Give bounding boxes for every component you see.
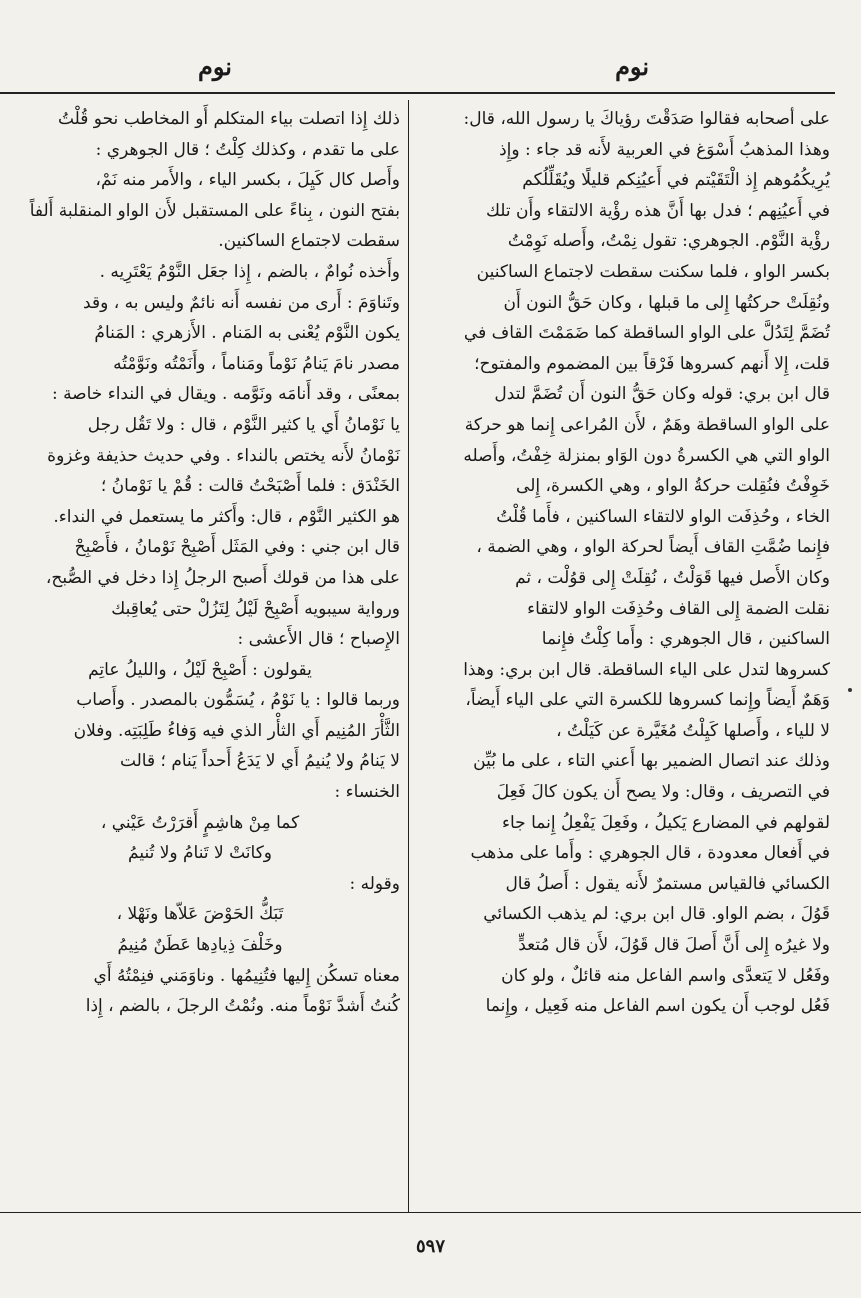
text-line: وربما قالوا : يا نَوْمُ ، يُسَمُّون بالمصدر . وأَصاب — [76, 690, 400, 711]
column-divider — [408, 100, 409, 1212]
text-line: ورواية سيبويه أَصْبِحْ لَيْلُ لِتَزُلْ حتى يُعاقِبك — [111, 598, 400, 619]
right-column — [418, 104, 830, 1022]
text-line: وأَصل كال كَيِلَ ، بكسر الياء ، والأَمر منه نَمْ، — [95, 170, 400, 191]
text-line: الخَنْدَق : فلما أَصْبَحْتُ قالت : قُمْ يا نَوْمانُ ؛ — [100, 476, 400, 497]
verse-line: وكانَتْ لا تَنامُ ولا تُنيمُ — [128, 843, 272, 864]
text-line: قال ابن بري: قوله وكان حَقُّ النون أَن تُضَمَّ لتدل — [494, 384, 830, 405]
text-line: الخاء ، وحُذِفَت الواو لالتقاء الساكنين ، فأَما قُلْتُ — [496, 506, 830, 527]
header-rule — [0, 92, 835, 94]
text-line: يكون النَّوْم يُعْنى به المَنام . الأَزهري : المَنامُ — [94, 323, 400, 344]
text-line: الخنساء : — [334, 782, 400, 803]
text-line: على ما تقدم ، وكذلك كِلْتُ ؛ قال الجوهري : — [95, 139, 400, 160]
header-word-left: نوم — [198, 52, 232, 81]
text-line: خَوِفْتُ فنُقِلت حركةُ الواو ، وهي الكسرة، إِلى — [516, 476, 830, 497]
verse-line: تَبَكُّ الحَوْضَ عَلاّها ونَهْلا ، — [116, 904, 284, 925]
verse-line: وخَلْفَ ذِيادِها عَطَنٌ مُنِيمُ — [117, 935, 283, 956]
verse-line: كما مِنْ هاشِمٍ أَقرَرْتُ عَيْني ، — [100, 812, 300, 833]
text-line: في أَفعال معدودة ، قال الجوهري : وأَما على مذهب — [470, 843, 830, 864]
text-line: في أَعيُنِهم ؛ فدل بها أَنَّ هذه رؤْية الالتقاء وأَن تلك — [485, 200, 830, 221]
text-line: الإِصباح ؛ قال الأَعشى : — [237, 629, 400, 650]
text-line: نقلت الضمة إِلى القاف وحُذِفَت الواو لالتقاء — [527, 598, 830, 619]
footer-rule — [0, 1212, 861, 1213]
text-line: على هذا من قولك أَصبح الرجلُ إِذا دخل في الصُّبح، — [45, 567, 400, 588]
text-line: بكسر الواو ، فلما سكنت سقطت لاجتماع الساكنين — [476, 261, 830, 282]
text-line: وتَناوَمَ : أَرى من نفسه أَنه نائمٌ وليس به ، وقد — [83, 292, 400, 313]
text-line: فإِنما ضُمَّتِ القاف أَيضاً لحركة الواو ، وهي الضمة ، — [476, 537, 830, 558]
text-line: الثَّأْرَ المُنِيم أَي الثأْر الذي فيه وَفاءُ طَلِبَتِه. وفلان — [73, 720, 400, 741]
text-line: قال ابن جني : وفي المَثَل أَصْبِحْ نَوْمانُ ، فأَصْبِحْ — [74, 537, 400, 558]
text-line: بمعنًى ، وقد أَنامَه ونَوَّمه . ويقال في النداء خاصة : — [51, 384, 400, 405]
text-line: قَوُلَ ، بضم الواو. قال ابن بري: لم يذهب الكسائي — [483, 904, 830, 925]
text-line: وذلك عند اتصال الضمير بها أَعني التاء ، على ما بُيِّن — [473, 751, 830, 772]
text-line: وهذا المذهبُ أَسْوَغ في العربية لأَنه قد جاء : وإِذ — [499, 139, 830, 160]
text-line: الواو التي هي الكسرةُ دون الوَاو بمنزلة خِفْتُ، وأَصله — [463, 445, 830, 466]
header-word-right: نوم — [615, 52, 649, 81]
text-line: لا للياء ، وأَصلها كَيِلْتُ مُغَيَّرة عن كَيَلْتُ ، — [556, 720, 830, 741]
text-line: يُرِيكُمُوهم إِذ الْتَقَيْتم في أَعيُنِكم قليلًا ويُقَلِّلُكم — [522, 170, 830, 191]
text-line: قلت، إِلا أَنهم كسروها فَرْقاً بين المضموم والمفتوح؛ — [474, 353, 830, 374]
text-line: معناه تسكُن إِليها فتُنِيمُها . وناوَمَني فنِمْتُهُ أَي — [93, 965, 400, 986]
text-line: مصدر نامَ يَنامُ نَوْماً ومَناماً ، وأَنَمْتُه ونَوَّمْتُه — [113, 353, 400, 374]
text-line: الساكنين ، قال الجوهري : وأَما كِلْتُ فإِنما — [541, 629, 830, 650]
text-line: وأَخذه نُوامٌ ، بالضم ، إِذا جعَل النَّوْمُ يَعْتَرِيه . — [99, 261, 400, 282]
text-line: ذلك إِذا اتصلت بياء المتكلم أَو المخاطب نحو قُلْتُ — [57, 109, 400, 129]
text-line: وفَعُل لا يَتعدَّى واسم الفاعل منه قائلٌ ، ولو كان — [501, 965, 830, 986]
text-line: على الواو الساقطة وهَمٌ ، لأَن المُراعى إِنما هو حركة — [464, 414, 830, 435]
text-line: ونُقِلَتْ حركتُها إِلى ما قبلها ، وكان حَقُّ النون أَن — [503, 292, 830, 313]
text-line: وَهَمٌ أَيضاً وإِنما كسروها للكسرة التي على الياء أَيضاً، — [465, 690, 830, 711]
text-line: وكان الأَصل فيها قَوَلْتُ ، نُقِلَتْ إِلى قوُلْت ، ثم — [515, 567, 830, 588]
text-line: رؤْية النَّوْم. الجوهري: تقول نِمْتُ، وأَصله نَوِمْتُ — [507, 231, 830, 252]
text-line: هو الكثير النَّوْم ، قال: وأَكثر ما يستعمل في النداء. — [53, 506, 400, 527]
text-line: سقطت لاجتماع الساكنين. — [218, 231, 400, 252]
text-line: يا نَوْمانُ أَي يا كثير النَّوْم ، قال : ولا تَقُل رجل — [87, 414, 400, 435]
text-line: بفتح النون ، بِناءً على المستقبل لأَن الواو المنقلبة أَلفاً — [29, 200, 400, 221]
text-line: لا يَنامُ ولا يُنيمُ أَي لا يَدَعُ أَحداً يَنام ؛ قالت — [119, 751, 400, 772]
text-line: وقوله : — [349, 873, 400, 894]
text-line: في التصريف ، وقال: ولا يصح أَن يكون كالَ فَعِلَ — [496, 782, 830, 803]
margin-dot — [848, 688, 852, 692]
text-line: تُضَمَّ لِتَدُلَّ على الواو الساقطة كما ضَمَمْتَ القاف في — [463, 323, 830, 344]
page-number: ٥٩٧ — [415, 1236, 445, 1257]
left-column — [0, 104, 400, 1022]
text-line: كُنتُ أَشدَّ نَوْماً منه. ونُمْتُ الرجلَ ، بالضم ، إِذا — [85, 996, 400, 1017]
text-line: الكسائي فالقياس مستمرٌ لأَنه يقول : أَصلُ قال — [505, 873, 830, 894]
text-line: على أصحابه فقالوا صَدَقْتَ رؤياكَ يا رسول الله، قال: — [463, 109, 830, 129]
verse-line: يقولون : أَصْبِحْ لَيْلُ ، والليلُ عاتِم — [88, 659, 312, 680]
text-line: كسروها لتدل على الياء الساقطة. قال ابن بري: وهذا — [463, 659, 830, 680]
text-line: ولا غيرُه إِلى أَنَّ أَصلَ قال قَوُلَ، لأَن قال مُتعدٍّ — [518, 935, 830, 956]
text-line: نَوْمانُ لأَنه يختص بالنداء . وفي حديث حذيفة وغزوة — [47, 445, 400, 466]
text-line: فَعُل لوجب أَن يكون اسم الفاعل منه فَعِيل ، وإِنما — [485, 996, 830, 1017]
text-line: لقولهم في المضارع يَكيلُ ، وفَعِلَ يَفْعِلُ إِنما جاء — [502, 812, 830, 833]
